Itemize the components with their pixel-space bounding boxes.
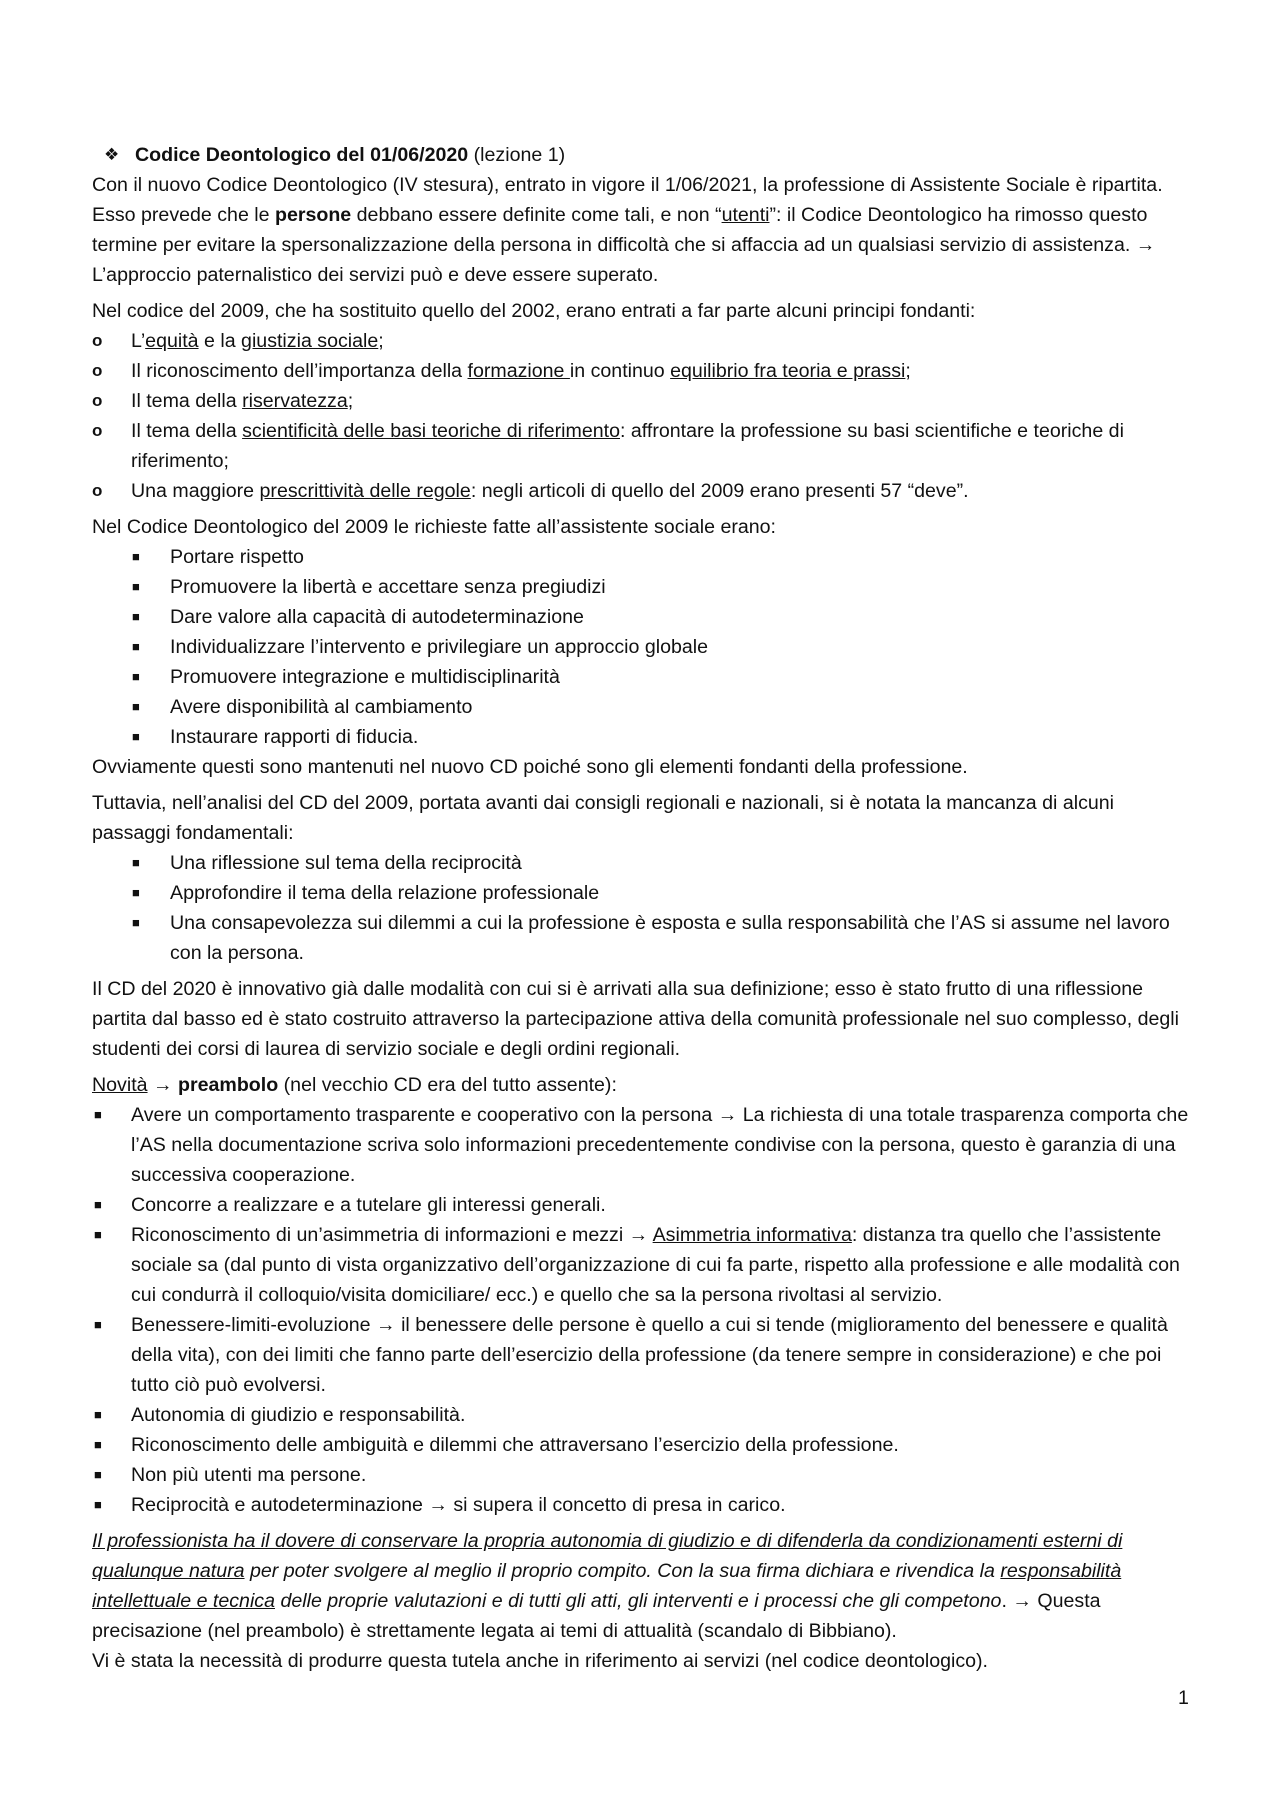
list-item xyxy=(92,386,1197,416)
square-bullet-icon: ■ xyxy=(132,549,140,564)
italic-text: per poter svolgere al meglio il proprio compito. Con la sua firma dichiara e rivendica la xyxy=(244,1560,1001,1582)
text: Avere disponibilità al cambiamento xyxy=(170,696,473,718)
circle-bullet-icon: o xyxy=(92,421,103,440)
square-bullet-icon: ■ xyxy=(132,729,140,744)
text: Individualizzare l’intervento e privilegiare un approccio globale xyxy=(170,636,709,658)
circle-bullet-icon: o xyxy=(92,361,103,380)
list-item xyxy=(92,326,1197,356)
list-item xyxy=(92,1400,1197,1430)
list-item xyxy=(92,632,1197,662)
square-bullet-icon: ■ xyxy=(94,1317,102,1332)
text: Autonomia di giudizio e responsabilità. xyxy=(131,1404,466,1426)
intro-bold-persone: persone xyxy=(274,204,352,226)
novelties-list xyxy=(92,1100,1197,1520)
text: ; xyxy=(905,360,911,382)
list-item xyxy=(92,1190,1197,1220)
list-item xyxy=(92,356,1197,386)
underlined-text: Novità xyxy=(92,1074,148,1096)
text: Portare rispetto xyxy=(170,546,304,568)
principles-list xyxy=(92,326,1197,506)
principles-intro: Nel codice del 2009, che ha sostituito quello del 2002, erano entrati a far parte alcuni principi fondanti: xyxy=(92,300,976,322)
square-bullet-icon: ■ xyxy=(94,1407,102,1422)
text: Promuovere integrazione e multidisciplinarità xyxy=(170,666,560,688)
text: Instaurare rapporti di fiducia. xyxy=(170,726,419,748)
text: Dare valore alla capacità di autodeterminazione xyxy=(170,606,584,628)
square-bullet-icon: ■ xyxy=(132,699,140,714)
square-bullet-icon: ■ xyxy=(132,855,140,870)
square-bullet-icon: ■ xyxy=(132,579,140,594)
list-item xyxy=(92,722,1197,752)
circle-bullet-icon: o xyxy=(92,391,103,410)
square-bullet-icon: ■ xyxy=(132,639,140,654)
text: Il tema della xyxy=(131,390,243,412)
list-item xyxy=(92,1490,1197,1520)
list-item xyxy=(92,1310,1197,1400)
intro-underline-utenti: utenti xyxy=(721,204,770,226)
intro-text-e: ”: il Codice Deontologico ha rimosso questo termine per evitare la spersonalizzazione della persona in difficoltà che si affaccia ad un qualsiasi servizio di assistenza. → L’approccio paternalistico dei servizi può e deve essere superato. xyxy=(92,204,1156,286)
square-bullet-icon: ■ xyxy=(94,1107,102,1122)
list-item xyxy=(92,848,1197,878)
innovative-paragraph: Il CD del 2020 è innovativo già dalle modalità con cui si è arrivati alla sua definizione; esso è stato frutto di una riflessione partita dal basso ed è stato costruito attraverso la partecipazione attiva della comunità professionale nel suo complesso, degli studenti dei corsi di laurea di servizio sociale e degli ordini regionali. xyxy=(92,978,1179,1060)
list-item xyxy=(92,572,1197,602)
text: Approfondire il tema della relazione professionale xyxy=(170,882,600,904)
text: → xyxy=(147,1074,179,1096)
text: Una maggiore xyxy=(131,480,260,502)
document-page xyxy=(92,140,1197,1676)
list-item xyxy=(92,1460,1197,1490)
text: Reciprocità e autodeterminazione → si supera il concetto di presa in carico. xyxy=(131,1494,786,1516)
text: L’ xyxy=(131,330,146,352)
underlined-text: riservatezza xyxy=(242,390,348,412)
list-item xyxy=(92,908,1197,968)
square-bullet-icon: ■ xyxy=(132,669,140,684)
text: Concorre a realizzare e a tutelare gli interessi generali. xyxy=(131,1194,606,1216)
page-number: 1 xyxy=(1178,1687,1189,1709)
square-bullet-icon: ■ xyxy=(94,1497,102,1512)
closing-paragraph xyxy=(92,1526,1197,1646)
text: Avere un comportamento trasparente e cooperativo con la persona → La richiesta di una totale trasparenza comporta che l’AS nella documentazione scriva solo informazioni precedentemente condivise con la persona, questo è garanzia di una successiva cooperazione. xyxy=(131,1104,1189,1186)
intro-text-c: debbano essere definite come tali, e non “ xyxy=(351,204,722,226)
text: : negli articoli di quello del 2009 erano presenti 57 “deve”. xyxy=(470,480,969,502)
italic-text: delle proprie valutazioni e di tutti gli atti, gli interventi e i processi che gli competono xyxy=(275,1590,1002,1612)
list-item xyxy=(92,1430,1197,1460)
text: in continuo xyxy=(569,360,671,382)
underlined-text: giustizia sociale xyxy=(241,330,379,352)
final-paragraph: Vi è stata la necessità di produrre questa tutela anche in riferimento ai servizi (nel codice deontologico). xyxy=(92,1650,989,1672)
intro-text-a: Con il nuovo Codice Deontologico (IV stesura), entrato in vigore il 1/06/2021, la professione di Assistente Sociale è ripartita. Esso prevede che le xyxy=(92,174,1163,226)
text: Una riflessione sul tema della reciprocità xyxy=(170,852,522,874)
circle-bullet-icon: o xyxy=(92,331,103,350)
underlined-text: prescrittività delle regole xyxy=(259,480,471,502)
underlined-text: formazione xyxy=(467,360,570,382)
requests-intro: Nel Codice Deontologico del 2009 le richieste fatte all’assistente sociale erano: xyxy=(92,516,777,538)
italic-underlined-text: Il professionista ha il dovere di conservare la propria autonomia di giudizio e di difenderla da condizionamenti esterni di qualunque natura xyxy=(92,1530,1123,1582)
list-item xyxy=(92,542,1197,572)
underlined-text: equilibrio fra teoria e prassi xyxy=(670,360,906,382)
list-item xyxy=(92,602,1197,632)
square-bullet-icon: ■ xyxy=(94,1467,102,1482)
requests-list xyxy=(92,542,1197,752)
square-bullet-icon: ■ xyxy=(94,1197,102,1212)
list-item xyxy=(92,878,1197,908)
list-item xyxy=(92,1100,1197,1190)
diamond-bullet-icon: ❖ xyxy=(104,145,120,164)
intro-paragraph xyxy=(92,170,1197,290)
text: Il tema della xyxy=(131,420,243,442)
text: : affrontare la professione su basi scientifiche e teoriche di riferimento; xyxy=(131,420,1124,472)
list-item xyxy=(92,476,1197,506)
list-item xyxy=(92,416,1197,476)
title-bold: Codice Deontologico del 01/06/2020 xyxy=(135,144,469,166)
text: (nel vecchio CD era del tutto assente): xyxy=(278,1074,617,1096)
list-item xyxy=(92,662,1197,692)
list-item xyxy=(92,1220,1197,1310)
underlined-text: equità xyxy=(145,330,199,352)
square-bullet-icon: ■ xyxy=(132,609,140,624)
section-title xyxy=(92,140,1197,170)
underlined-text: scientificità delle basi teoriche di riferimento xyxy=(242,420,620,442)
text: Non più utenti ma persone. xyxy=(131,1464,367,1486)
square-bullet-icon: ■ xyxy=(94,1227,102,1242)
title-rest: (lezione 1) xyxy=(468,144,566,166)
missing-intro: Tuttavia, nell’analisi del CD del 2009, portata avanti dai consigli regionali e nazionali, si è notata la mancanza di alcuni passaggi fondamentali: xyxy=(92,792,1115,844)
text: e la xyxy=(198,330,242,352)
square-bullet-icon: ■ xyxy=(132,885,140,900)
circle-bullet-icon: o xyxy=(92,481,103,500)
text: Promuovere la libertà e accettare senza pregiudizi xyxy=(170,576,606,598)
text: Una consapevolezza sui dilemmi a cui la professione è esposta e sulla responsabilità che l’AS si assume nel lavoro con la persona. xyxy=(170,912,1170,964)
list-item xyxy=(92,692,1197,722)
text: ; xyxy=(378,330,384,352)
novelty-heading xyxy=(92,1070,1197,1100)
text: ; xyxy=(347,390,354,412)
text: . → Questa precisazione (nel preambolo) è strettamente legata ai temi di attualità (scandalo di Bibbiano). xyxy=(92,1590,1101,1642)
square-bullet-icon: ■ xyxy=(132,915,140,930)
missing-list xyxy=(92,848,1197,968)
underlined-text: Asimmetria informativa xyxy=(652,1224,852,1246)
bold-text: preambolo xyxy=(178,1074,279,1096)
text: Riconoscimento di un’asimmetria di informazioni e mezzi → xyxy=(131,1224,653,1246)
text: Riconoscimento delle ambiguità e dilemmi che attraversano l’esercizio della professione. xyxy=(131,1434,899,1456)
text: Benessere-limiti-evoluzione → il benessere delle persone è quello a cui si tende (miglioramento del benessere e qualità della vita), con dei limiti che fanno parte dell’esercizio della professione (da tenere sempre in considerazione) e che poi tutto ciò può evolversi. xyxy=(131,1314,1168,1396)
italic-underlined-text: responsabilità intellettuale e tecnica xyxy=(92,1560,1122,1612)
square-bullet-icon: ■ xyxy=(94,1437,102,1452)
text: Il riconoscimento dell’importanza della xyxy=(131,360,468,382)
text: : distanza tra quello che l’assistente sociale sa (dal punto di vista organizzativo dell’organizzazione di cui fa parte, rispetto alla professione e alle modalità con cui condurrà il colloquio/visita domiciliare/ ecc.) e quello che sa la persona rivoltasi al servizio. xyxy=(131,1224,1180,1306)
maintained-paragraph: Ovviamente questi sono mantenuti nel nuovo CD poiché sono gli elementi fondanti della professione. xyxy=(92,756,968,778)
